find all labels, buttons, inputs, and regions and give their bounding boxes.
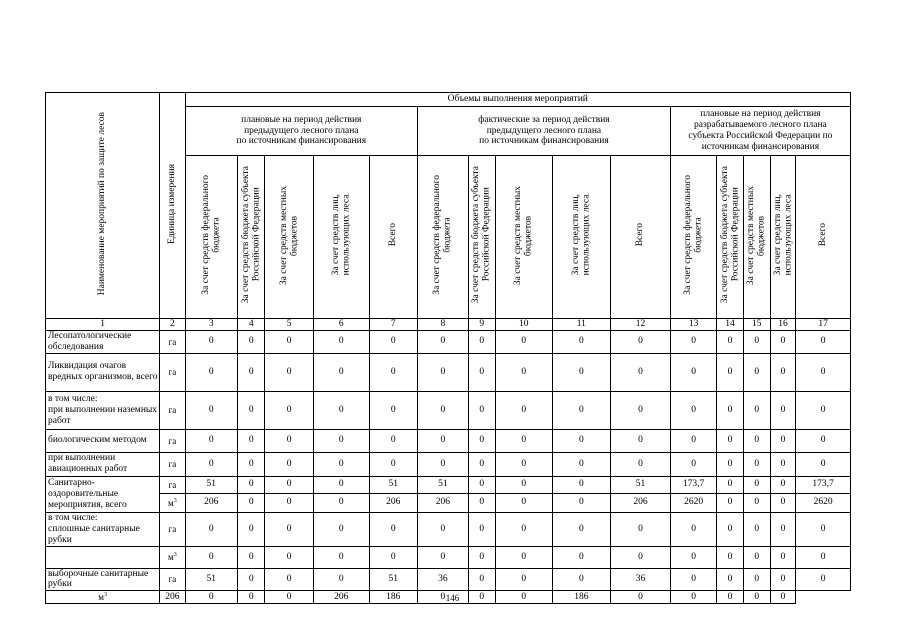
value-cell: 0 <box>552 353 611 391</box>
value-cell: 186 <box>552 591 611 604</box>
table-row <box>46 429 851 452</box>
value-cell: 0 <box>796 512 851 546</box>
value-cell: 0 <box>495 353 552 391</box>
value-cell: 0 <box>796 546 851 568</box>
value-cell: 0 <box>265 429 314 452</box>
column-number: 5 <box>265 319 314 331</box>
value-cell: 0 <box>743 493 770 512</box>
table-row <box>46 512 851 546</box>
value-cell: 51 <box>185 476 238 493</box>
value-cell: 0 <box>717 591 743 604</box>
header-activity-name: Наименование мероприятий по защите лесов <box>46 93 160 319</box>
unit-cell: $м^3$ <box>160 546 185 568</box>
value-cell: 0 <box>313 330 369 353</box>
value-cell: 0 <box>265 512 314 546</box>
group-header: фактические за период действия предыдущего лесного плана по источникам финансирования <box>418 107 671 156</box>
value-cell: 0 <box>796 391 851 429</box>
column-number: 1 <box>46 319 160 331</box>
value-cell: 0 <box>611 330 671 353</box>
value-cell: 0 <box>670 568 717 591</box>
value-cell: 0 <box>265 353 314 391</box>
column-number: 9 <box>468 319 495 331</box>
value-cell: 0 <box>670 330 717 353</box>
value-cell: 0 <box>770 512 795 546</box>
value-cell: 0 <box>313 568 369 591</box>
activity-name: в том числе: при выполнении наземных работ <box>46 391 160 429</box>
value-cell: 0 <box>468 546 495 568</box>
value-cell: 0 <box>717 330 743 353</box>
value-cell: 0 <box>418 512 469 546</box>
value-cell: 0 <box>185 353 238 391</box>
value-cell: 0 <box>495 452 552 476</box>
value-cell: 0 <box>770 330 795 353</box>
value-cell: 0 <box>185 546 238 568</box>
value-cell: 0 <box>743 546 770 568</box>
value-cell: 0 <box>265 391 314 429</box>
value-cell: 0 <box>468 452 495 476</box>
value-cell: 206 <box>160 591 185 604</box>
value-cell: 0 <box>552 512 611 546</box>
value-cell: 0 <box>796 330 851 353</box>
value-cell: 0 <box>670 391 717 429</box>
value-cell: 0 <box>770 429 795 452</box>
value-cell: 0 <box>611 591 671 604</box>
value-cell: 0 <box>717 476 743 493</box>
value-cell: 0 <box>743 391 770 429</box>
table-row <box>46 476 851 493</box>
value-cell: 0 <box>313 353 369 391</box>
value-cell: 0 <box>495 391 552 429</box>
value-cell: 0 <box>369 546 418 568</box>
value-cell: 0 <box>670 353 717 391</box>
value-cell: 173,7 <box>796 476 851 493</box>
sub-header: За счет средств бюджета субъекта Российской Федерации <box>468 156 495 319</box>
column-number: 8 <box>418 319 469 331</box>
value-cell: 0 <box>369 452 418 476</box>
value-cell: 0 <box>468 512 495 546</box>
value-cell: 0 <box>495 591 552 604</box>
value-cell: 0 <box>369 429 418 452</box>
column-number: 13 <box>670 319 717 331</box>
value-cell: 0 <box>770 452 795 476</box>
unit-cell: га <box>160 330 185 353</box>
value-cell: 0 <box>670 546 717 568</box>
column-number: 6 <box>313 319 369 331</box>
table-row <box>46 568 851 591</box>
value-cell: 0 <box>468 591 495 604</box>
column-number: 7 <box>369 319 418 331</box>
value-cell: 0 <box>552 330 611 353</box>
value-cell: 0 <box>468 330 495 353</box>
activity-name: при выполнении авиационных работ <box>46 452 160 476</box>
group-header: плановые на период действия предыдущего лесного плана по источникам финансирования <box>185 107 418 156</box>
value-cell: 0 <box>238 476 265 493</box>
table-row <box>46 353 851 391</box>
value-cell: 0 <box>369 330 418 353</box>
value-cell: 51 <box>418 476 469 493</box>
value-cell: 0 <box>418 429 469 452</box>
header-volumes: Объемы выполнения мероприятий <box>185 93 850 107</box>
value-cell: 0 <box>611 546 671 568</box>
value-cell: 0 <box>552 452 611 476</box>
value-cell: 51 <box>611 476 671 493</box>
value-cell: 0 <box>495 512 552 546</box>
value-cell: 0 <box>611 353 671 391</box>
value-cell: 0 <box>770 568 795 591</box>
value-cell: 0 <box>552 476 611 493</box>
unit-cell: га <box>160 391 185 429</box>
value-cell: 0 <box>468 353 495 391</box>
value-cell: 0 <box>770 391 795 429</box>
sub-header: За счет средств лиц, использующих леса <box>770 156 795 319</box>
group-header: плановые на период действия разрабатываемого лесного плана субъекта Российской Федерации по источникам финансирования <box>670 107 850 156</box>
document-page <box>45 92 851 604</box>
value-cell: 0 <box>238 568 265 591</box>
value-cell: 0 <box>670 512 717 546</box>
value-cell: 0 <box>770 591 795 604</box>
value-cell: 0 <box>265 568 314 591</box>
value-cell: 0 <box>552 391 611 429</box>
activity-name <box>46 546 160 568</box>
value-cell: 0 <box>717 452 743 476</box>
value-cell: 2620 <box>796 493 851 512</box>
value-cell: 0 <box>743 330 770 353</box>
value-cell: 206 <box>313 591 369 604</box>
value-cell: 0 <box>770 476 795 493</box>
value-cell: 0 <box>265 452 314 476</box>
value-cell: 0 <box>313 512 369 546</box>
value-cell: 0 <box>313 391 369 429</box>
value-cell: 206 <box>185 493 238 512</box>
value-cell: 0 <box>743 429 770 452</box>
value-cell: 206 <box>611 493 671 512</box>
sub-header: За счет средств федерального бюджета <box>418 156 469 319</box>
sub-header: За счет средств лиц, использующих леса <box>313 156 369 319</box>
value-cell: 36 <box>418 568 469 591</box>
value-cell: 0 <box>418 452 469 476</box>
unit-cell: га <box>160 429 185 452</box>
unit-cell: га <box>160 452 185 476</box>
sub-header: За счет средств бюджета субъекта Российской Федерации <box>717 156 743 319</box>
value-cell: 0 <box>743 452 770 476</box>
value-cell: 0 <box>495 546 552 568</box>
sub-header: За счет средств федерального бюджета <box>670 156 717 319</box>
table-row <box>46 391 851 429</box>
value-cell: 0 <box>743 591 770 604</box>
value-cell: 0 <box>468 391 495 429</box>
value-cell: 0 <box>265 591 314 604</box>
value-cell: 0 <box>185 452 238 476</box>
unit-cell: га <box>160 512 185 546</box>
value-cell: 0 <box>313 546 369 568</box>
table-row <box>46 452 851 476</box>
value-cell: 0 <box>495 429 552 452</box>
value-cell: 0 <box>796 353 851 391</box>
value-cell: 0 <box>369 391 418 429</box>
page-number: 146 <box>445 593 460 603</box>
column-number: 4 <box>238 319 265 331</box>
value-cell: 0 <box>418 330 469 353</box>
value-cell: 0 <box>717 568 743 591</box>
value-cell: 0 <box>717 546 743 568</box>
value-cell: 0 <box>238 512 265 546</box>
sub-header: Всего <box>796 156 851 319</box>
unit-cell: $м^3$ <box>46 591 160 604</box>
activity-name: в том числе: сплошные санитарные рубки <box>46 512 160 546</box>
value-cell: 0 <box>265 493 314 512</box>
value-cell: 0 <box>743 353 770 391</box>
value-cell: 36 <box>611 568 671 591</box>
value-cell: 0 <box>313 452 369 476</box>
sub-header: За счет средств местных бюджетов <box>495 156 552 319</box>
value-cell: 0 <box>185 391 238 429</box>
sub-header: За счет средств федерального бюджета <box>185 156 238 319</box>
activity-name: Лесопатологические обследования <box>46 330 160 353</box>
value-cell: 173,7 <box>670 476 717 493</box>
value-cell: 0 <box>770 353 795 391</box>
sub-header: За счет средств лиц, использующих леса <box>552 156 611 319</box>
value-cell: 0 <box>313 493 369 512</box>
value-cell: 0 <box>495 476 552 493</box>
unit-cell: га <box>160 568 185 591</box>
value-cell: 0 <box>468 429 495 452</box>
value-cell: 0 <box>743 476 770 493</box>
value-cell: 0 <box>670 452 717 476</box>
column-number: 11 <box>552 319 611 331</box>
value-cell: 0 <box>717 391 743 429</box>
sub-header: За счет средств местных бюджетов <box>265 156 314 319</box>
value-cell: 0 <box>369 512 418 546</box>
activity-name: Ликвидация очагов вредных организмов, всего <box>46 353 160 391</box>
value-cell: 0 <box>265 330 314 353</box>
column-number: 10 <box>495 319 552 331</box>
value-cell: 0 <box>495 493 552 512</box>
sub-header: Всего <box>369 156 418 319</box>
value-cell: 0 <box>185 330 238 353</box>
column-number: 17 <box>796 319 851 331</box>
unit-cell: $м^3$ <box>160 493 185 512</box>
sub-header: За счет средств бюджета субъекта Российской Федерации <box>238 156 265 319</box>
value-cell: 51 <box>185 568 238 591</box>
table-row <box>46 546 851 568</box>
value-cell: 0 <box>552 429 611 452</box>
value-cell: 0 <box>717 353 743 391</box>
value-cell: 0 <box>418 591 469 604</box>
value-cell: 0 <box>796 568 851 591</box>
unit-cell: га <box>160 353 185 391</box>
sub-header: За счет средств местных бюджетов <box>743 156 770 319</box>
value-cell: 0 <box>796 452 851 476</box>
value-cell: 0 <box>185 591 238 604</box>
value-cell: 0 <box>238 452 265 476</box>
header-unit: Единица измерения <box>160 93 185 319</box>
activity-name: выборочные санитарные рубки <box>46 568 160 591</box>
value-cell: 0 <box>418 353 469 391</box>
value-cell: 0 <box>552 493 611 512</box>
value-cell: 0 <box>238 330 265 353</box>
sub-header: Всего <box>611 156 671 319</box>
table-row <box>46 330 851 353</box>
value-cell: 2620 <box>670 493 717 512</box>
value-cell: 206 <box>418 493 469 512</box>
column-number: 16 <box>770 319 795 331</box>
unit-cell: га <box>160 476 185 493</box>
value-cell: 0 <box>265 476 314 493</box>
value-cell: 0 <box>313 429 369 452</box>
column-number: 3 <box>185 319 238 331</box>
value-cell: 0 <box>495 330 552 353</box>
value-cell: 51 <box>369 568 418 591</box>
column-number: 12 <box>611 319 671 331</box>
value-cell: 0 <box>265 546 314 568</box>
forest-protection-table <box>45 92 851 604</box>
value-cell: 0 <box>552 568 611 591</box>
value-cell: 0 <box>238 546 265 568</box>
value-cell: 0 <box>670 591 717 604</box>
value-cell: 0 <box>495 568 552 591</box>
value-cell: 0 <box>238 591 265 604</box>
value-cell: 51 <box>369 476 418 493</box>
value-cell: 0 <box>238 429 265 452</box>
value-cell: 0 <box>611 391 671 429</box>
table-row <box>46 493 851 512</box>
value-cell: 0 <box>770 493 795 512</box>
value-cell: 0 <box>468 568 495 591</box>
value-cell: 0 <box>468 476 495 493</box>
value-cell: 0 <box>313 476 369 493</box>
column-number: 2 <box>160 319 185 331</box>
value-cell: 0 <box>238 493 265 512</box>
value-cell: 0 <box>552 546 611 568</box>
value-cell: 0 <box>468 493 495 512</box>
value-cell: 0 <box>670 429 717 452</box>
value-cell: 0 <box>717 512 743 546</box>
column-number: 15 <box>743 319 770 331</box>
value-cell: 186 <box>369 591 418 604</box>
value-cell: 0 <box>743 568 770 591</box>
value-cell: 0 <box>611 429 671 452</box>
activity-name: биологическим методом <box>46 429 160 452</box>
activity-name: Санитарно-оздоровительные мероприятия, всего <box>46 476 160 512</box>
value-cell: 0 <box>611 512 671 546</box>
value-cell: 0 <box>185 512 238 546</box>
value-cell: 0 <box>743 512 770 546</box>
value-cell: 0 <box>418 546 469 568</box>
value-cell: 0 <box>369 353 418 391</box>
value-cell: 0 <box>238 353 265 391</box>
column-number: 14 <box>717 319 743 331</box>
value-cell: 0 <box>611 452 671 476</box>
value-cell: 206 <box>369 493 418 512</box>
value-cell: 0 <box>418 391 469 429</box>
value-cell: 0 <box>770 546 795 568</box>
value-cell: 0 <box>717 429 743 452</box>
value-cell: 0 <box>238 391 265 429</box>
value-cell: 0 <box>717 493 743 512</box>
value-cell: 0 <box>185 429 238 452</box>
value-cell: 0 <box>796 429 851 452</box>
